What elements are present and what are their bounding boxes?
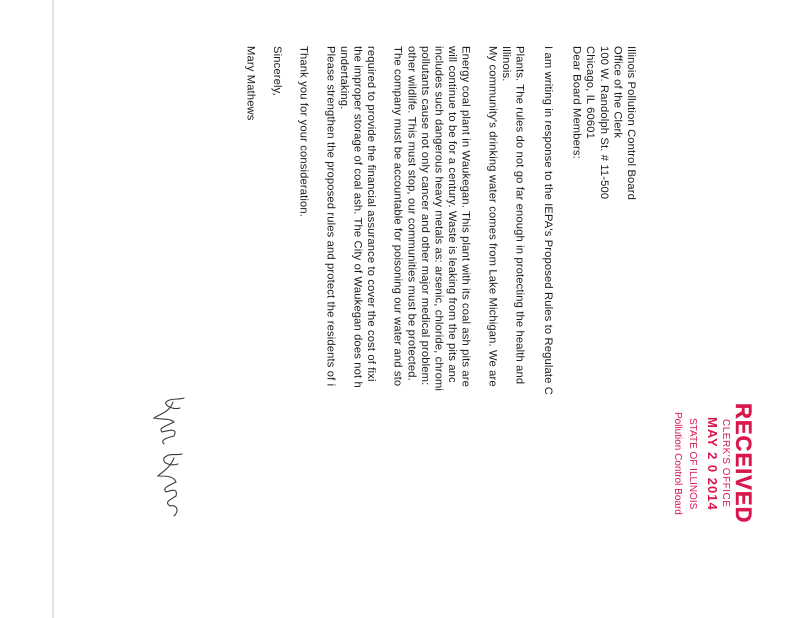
address-line: Illinois Pollution Control Board: [625, 46, 637, 201]
paragraph-line: Plants. The rules do not go far enough in protecting the health and: [513, 46, 526, 385]
paragraph-line: Please strengthen the proposed rules and protect the residents of i: [324, 46, 337, 387]
stamp-board: Pollution Control Board: [672, 412, 683, 515]
paragraph-line: My community's drinking water comes from Lake Michigan. We are: [486, 46, 499, 387]
handwritten-signature: [140, 392, 200, 522]
paragraph-line: Illinois.: [499, 46, 512, 82]
stamp-title: RECEIVED: [731, 403, 756, 524]
closing: Sincerely,: [271, 46, 284, 96]
paragraph-line: the improper storage of coal ash. The City of Waukegan does not h: [351, 46, 364, 388]
scan-edge-line: [52, 0, 54, 618]
stamp-state: STATE OF ILLINOIS: [687, 417, 698, 510]
paragraph-line: other wildlife. This must stop, our communities must be protected.: [405, 46, 418, 381]
received-stamp: [663, 376, 755, 551]
address-line: Office of the Clerk: [611, 46, 624, 139]
paragraph-line: required to provide the financial assurance to cover the cost of fixi: [365, 46, 378, 382]
paragraph-line: Thank you for your consideration.: [297, 46, 310, 217]
paragraph-line: undertaking.: [337, 46, 350, 110]
stamp-office: CLERK'S OFFICE: [720, 419, 731, 508]
paragraph-line: Energy coal plant in Waukegan. This plant with its coal ash pits are: [459, 46, 472, 388]
paragraph-line: The company must be accountable for poisoning our water and sto: [391, 46, 404, 387]
signer-name: Mary Mathews: [244, 46, 257, 121]
paragraph-line: will continue to be for a century. Waste is leaking from the pits anc: [446, 46, 459, 383]
address-line: 100 W. Randolph St. # 11-500: [597, 46, 610, 200]
paragraph-line: pollutants cause not only cancer and other major medical problem:: [418, 46, 431, 386]
stamp-date: MAY 2 0 2014: [705, 416, 720, 511]
paragraph-line: I am writing in response to the IEPA's Proposed Rules to Regulate C: [542, 46, 555, 396]
address-line: Chicago, IL 60601: [584, 46, 597, 139]
salutation: Dear Board Members:: [570, 46, 583, 159]
paragraph-line: includes such dangerous heavy metals as: arsenic, chloride, chromi: [432, 46, 445, 392]
